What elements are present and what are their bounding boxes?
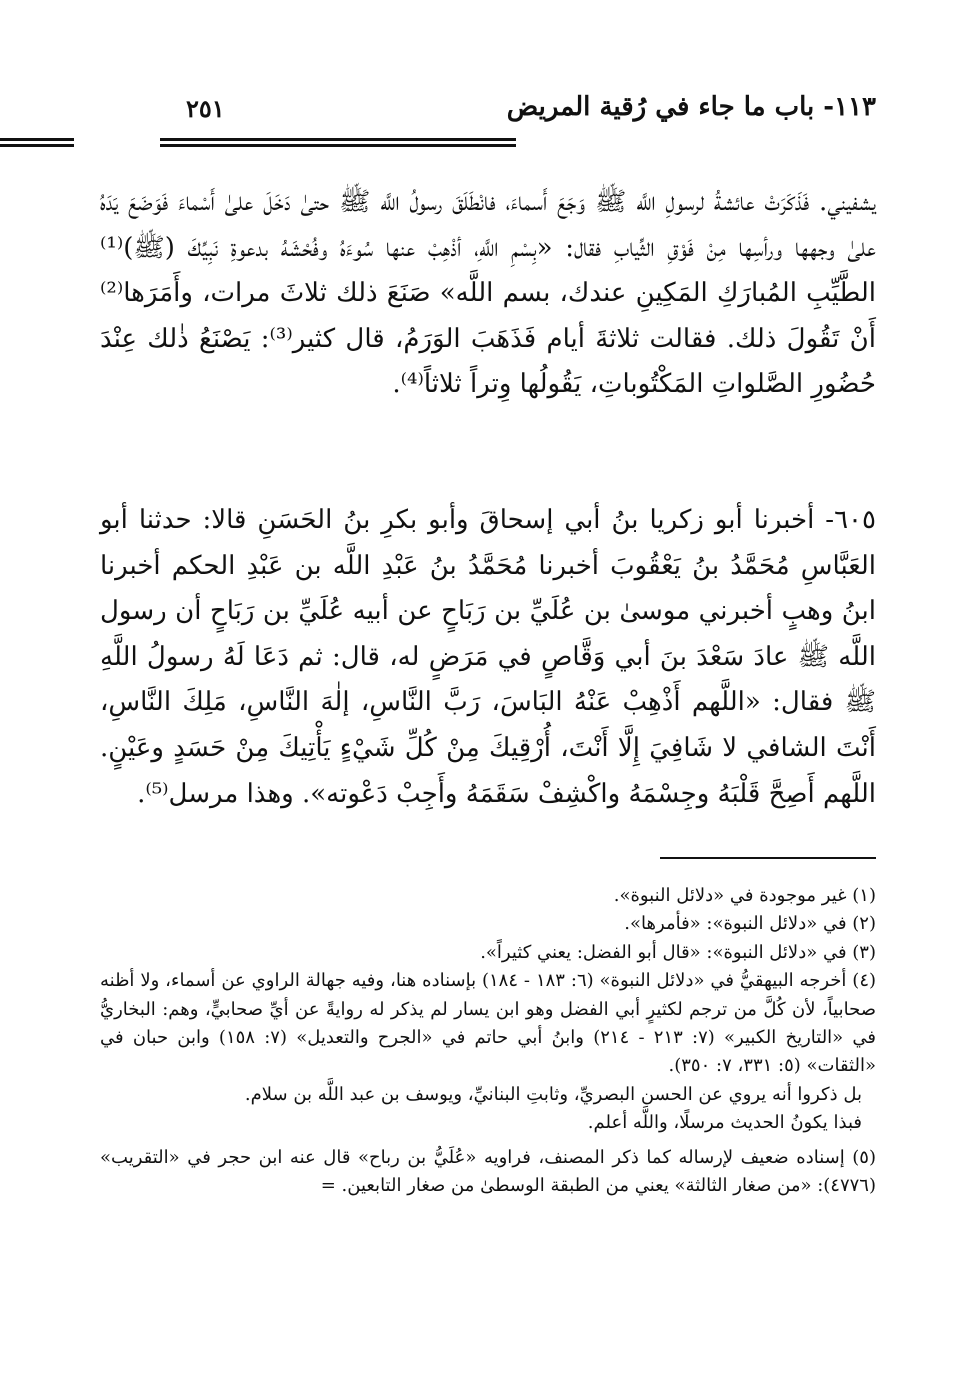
footnote-3: (٣) في «دلائل النبوة»: «قال أبو الفضل: يعني كثيراً». <box>480 941 876 963</box>
header-rule-left <box>0 138 74 147</box>
footnote-4-continuation-1: بل ذكروا أنه يروي عن الحسن البصريِّ، وثابتِ البنانيِّ، ويوسف بن عبد اللَّه بن سلام. <box>244 1083 862 1105</box>
header-rule-middle <box>160 138 516 147</box>
footnotes <box>100 882 876 1200</box>
paragraph-1: يشفيني. فَذَكَرَتْ عائشةُ لرسولِ اللَّه ﷺ وَجَعَ أَسماءَ، فانْطَلَقَ رسولُ اللَّه ﷺ حتىٰ دَخَلَ علىٰ أَسْماءَ فَوَضَعَ يَدَهُ علىٰ وجهها ورأسِها مِنْ فَوْقِ الثِّيابِ فقال: «بِسْمِ اللَّهِ، أذْهِبْ عنها سُوءَهُ وفُحْشَهُ بدعوةِ نَبِيِّكَ (ﷺ)⁽¹⁾ الطَّيِّبِ المُبارَكِ المَكِينِ عندك، بسم اللَّه» صَنَعَ ذلك ثلاثَ مرات، وأَمَرَها⁽²⁾ أَنْ تَقُولَ ذلك. فقالت ثلاثةَ أيام فَذَهَبَ الوَرَمُ، قال كثير⁽³⁾: يَصْنَعُ ذٰلك عِنْدَ حُضُورِ الصَّلواتِ المَكْتُوباتِ، يَقُولُها وِتراً ثلاثاً⁽⁴⁾. <box>100 187 876 400</box>
page-header <box>100 92 876 126</box>
chapter-title: ١١٣- باب ما جاء في رُقية المريض <box>506 92 876 122</box>
footnote-5: (٥) إسناده ضعيف لإرساله كما ذكر المصنف، فراويه «عُلَيُّ بن رباح» قال عنه ابن حجر في «التقريب» (٤٧٧٦): «من صغار الثالثة» يعني من الطبقة الوسطىٰ من صغار التابعين. = <box>100 1146 876 1197</box>
paragraph-2-hadith-605: ٦٠٥- أخبرنا أبو زكريا بنُ أبي إسحاقَ وأبو بكرِ بنُ الحَسَنِ قالا: حدثنا أبو العَبَّاسِ مُحَمَّدُ بنُ يَعْقُوبَ أخبرنا مُحَمَّدُ بنُ عَبْدِ اللَّه بن عَبْدِ الحكم أخبرنا ابنُ وهبٍ أخبرني موسىٰ بن عُلَيِّ بن رَبَاحٍ عن أبيه عُلَيِّ بن رَبَاحٍ أن رسول اللَّه ﷺ عادَ سَعْدَ بنَ أبي وَقَّاصٍ في مَرَضٍ له، قال: ثم دَعَا لَهُ رسولُ اللَّهِ ﷺ فقال: «اللَّهم أَذْهِبْ عَنْهُ البَاسَ، رَبَّ النَّاسِ، إلٰهَ النَّاسِ، مَلِكَ النَّاسِ، أَنْتَ الشافي لا شَافِيَ إِلَّا أَنْتَ، أُرْقِيكَ مِنْ كُلِّ شَيْءٍ يَأْتِيكَ مِنْ حَسَدٍ وعَيْنٍ. اللَّهم أَصِحَّ قَلْبَهُ وجِسْمَهُ واكْشِفْ سَقَمَهُ وأَجِبْ دَعْوته». وهذا مرسل⁽⁵⁾. <box>100 505 876 809</box>
footnote-separator <box>660 857 876 859</box>
footnote-4: (٤) أخرجه البيهقيُّ في «دلائل النبوة» (٦: ١٨٣ - ١٨٤) بإسناده هنا، وفيه جهالة الراوي عن أسماء، ولا أظنه صحابياً، لأن كُلَّ من ترجم لكثيرٍ أبي الفضل وهو ابن يسار لم يذكر له روايةً عن أيِّ صحابيٍّ، وهم: البخاريُّ في «التاريخ الكبير» (٧: ٢١٣ - ٢١٤) وابنُ أبي حاتم في «الجرح والتعديل» (٧: ١٥٨) وابن حبان في «الثقات» (٥: ٣٣١، ٧: ٣٥٠). <box>100 970 877 1077</box>
footnote-4-continuation-2: فبذا يكونُ الحديث مرسلًا، واللَّه أعلم. <box>587 1112 862 1134</box>
page-number: ٢٥١ <box>186 94 225 123</box>
footnote-1: (١) غير موجودة في «دلائل النبوة». <box>613 885 876 906</box>
main-text <box>100 180 876 408</box>
footnote-2: (٢) في «دلائل النبوة»: «فأمرها». <box>624 913 876 935</box>
